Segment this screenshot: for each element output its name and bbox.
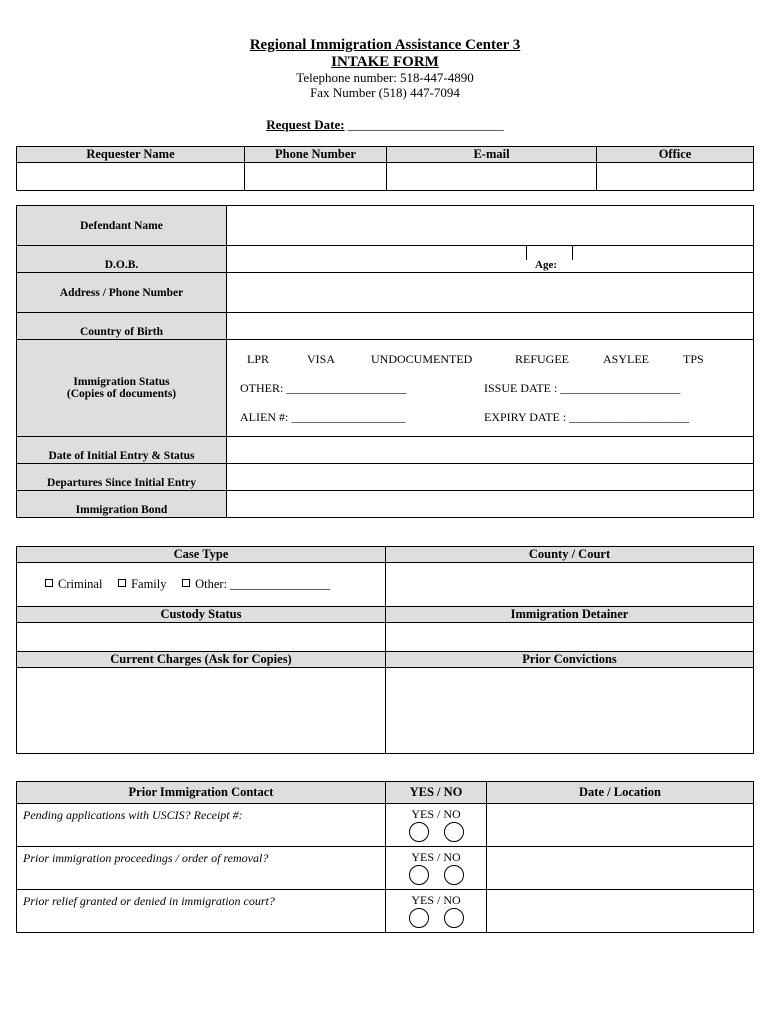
age-label: Age: [535,259,557,271]
immigration-bond-label: Immigration Bond [17,491,227,518]
custody-status-field[interactable] [17,623,386,652]
immigration-status-sublabel: (Copies of documents) [66,388,177,400]
pending-applications-question: Pending applications with USCIS? Receipt #: [17,804,386,847]
phone-number-header: Phone Number [245,147,387,163]
case-type-header: Case Type [17,547,386,563]
dob-age-field[interactable] [227,246,754,273]
yes-no-label: YES / NO [411,850,461,864]
current-charges-field[interactable] [17,668,386,754]
request-date-field[interactable]: ________________________ [347,117,504,132]
form-title: Regional Immigration Assistance Center 3 [249,37,521,53]
defendant-name-field[interactable] [227,206,754,246]
dob-label: D.O.B. [17,246,227,273]
criminal-checkbox-icon [45,579,53,587]
issue-date-field[interactable]: ISSUE DATE : ____________________ [484,381,681,395]
email-field[interactable] [387,163,597,191]
custody-status-header: Custody Status [17,607,386,623]
email-header: E-mail [387,147,597,163]
prior-relief-yes-no [386,890,487,933]
requester-name-field[interactable] [17,163,245,191]
prior-relief-question: Prior relief granted or denied in immigration court? [17,890,386,933]
yes-radio-icon[interactable] [409,822,429,842]
other-label: Other: ________________ [195,577,331,591]
request-date [0,117,770,133]
family-checkbox-icon [118,579,126,587]
county-court-field[interactable] [386,563,754,607]
family-checkbox[interactable] [118,577,166,591]
alien-number-field[interactable]: ALIEN #: ___________________ [240,410,406,424]
immigration-detainer-header: Immigration Detainer [386,607,754,623]
address-phone-field[interactable] [227,273,754,313]
criminal-label: Criminal [58,577,103,591]
office-header: Office [597,147,754,163]
no-radio-icon[interactable] [444,865,464,885]
fax-number: Fax Number (518) 447-7094 [310,85,460,100]
status-tps[interactable]: TPS [683,352,704,366]
prior-proceedings-yes-no [386,847,487,890]
country-of-birth-field[interactable] [227,313,754,340]
case-type-options [17,563,386,607]
date-location-header: Date / Location [487,782,754,804]
office-field[interactable] [597,163,754,191]
requester-table [16,146,754,191]
defendant-table [16,205,754,518]
status-lpr[interactable]: LPR [247,352,270,366]
status-undocumented[interactable]: UNDOCUMENTED [371,352,473,366]
status-visa[interactable]: VISA [307,352,336,366]
prior-convictions-header: Prior Convictions [386,652,754,668]
yes-radio-icon[interactable] [409,908,429,928]
no-radio-icon[interactable] [444,908,464,928]
request-date-label: Request Date: [266,117,345,132]
requester-name-header: Requester Name [17,147,245,163]
prior-convictions-field[interactable] [386,668,754,754]
yes-no-label: YES / NO [411,893,461,907]
departures-label: Departures Since Initial Entry [17,464,227,491]
immigration-status-field [227,340,754,437]
yes-no-label: YES / NO [411,807,461,821]
case-table [16,546,754,754]
defendant-name-label: Defendant Name [17,206,227,246]
telephone-number: Telephone number: 518-447-4890 [296,70,474,85]
immigration-status-label [17,340,227,437]
status-other-field[interactable]: OTHER: ____________________ [240,381,407,395]
other-checkbox-icon [182,579,190,587]
form-subtitle: INTAKE FORM [331,54,439,70]
other-checkbox[interactable] [182,577,330,591]
prior-relief-date-location[interactable] [487,890,754,933]
county-court-header: County / Court [386,547,754,563]
immigration-detainer-field[interactable] [386,623,754,652]
status-refugee[interactable]: REFUGEE [515,352,569,366]
prior-contact-header: Prior Immigration Contact [17,782,386,804]
departures-field[interactable] [227,464,754,491]
family-label: Family [131,577,167,591]
expiry-date-field[interactable]: EXPIRY DATE : ____________________ [484,410,690,424]
current-charges-header: Current Charges (Ask for Copies) [17,652,386,668]
prior-contact-table [16,781,754,933]
criminal-checkbox[interactable] [45,577,102,591]
country-of-birth-label: Country of Birth [17,313,227,340]
address-phone-label: Address / Phone Number [17,273,227,313]
phone-number-field[interactable] [245,163,387,191]
pending-applications-yes-no [386,804,487,847]
yes-no-header: YES / NO [386,782,487,804]
status-asylee[interactable]: ASYLEE [603,352,649,366]
pending-applications-date-location[interactable] [487,804,754,847]
initial-entry-field[interactable] [227,437,754,464]
prior-proceedings-date-location[interactable] [487,847,754,890]
no-radio-icon[interactable] [444,822,464,842]
initial-entry-label: Date of Initial Entry & Status [17,437,227,464]
yes-radio-icon[interactable] [409,865,429,885]
prior-proceedings-question: Prior immigration proceedings / order of removal? [17,847,386,890]
age-box [526,246,573,260]
immigration-bond-field[interactable] [227,491,754,518]
immigration-status-title: Immigration Status [73,376,170,388]
